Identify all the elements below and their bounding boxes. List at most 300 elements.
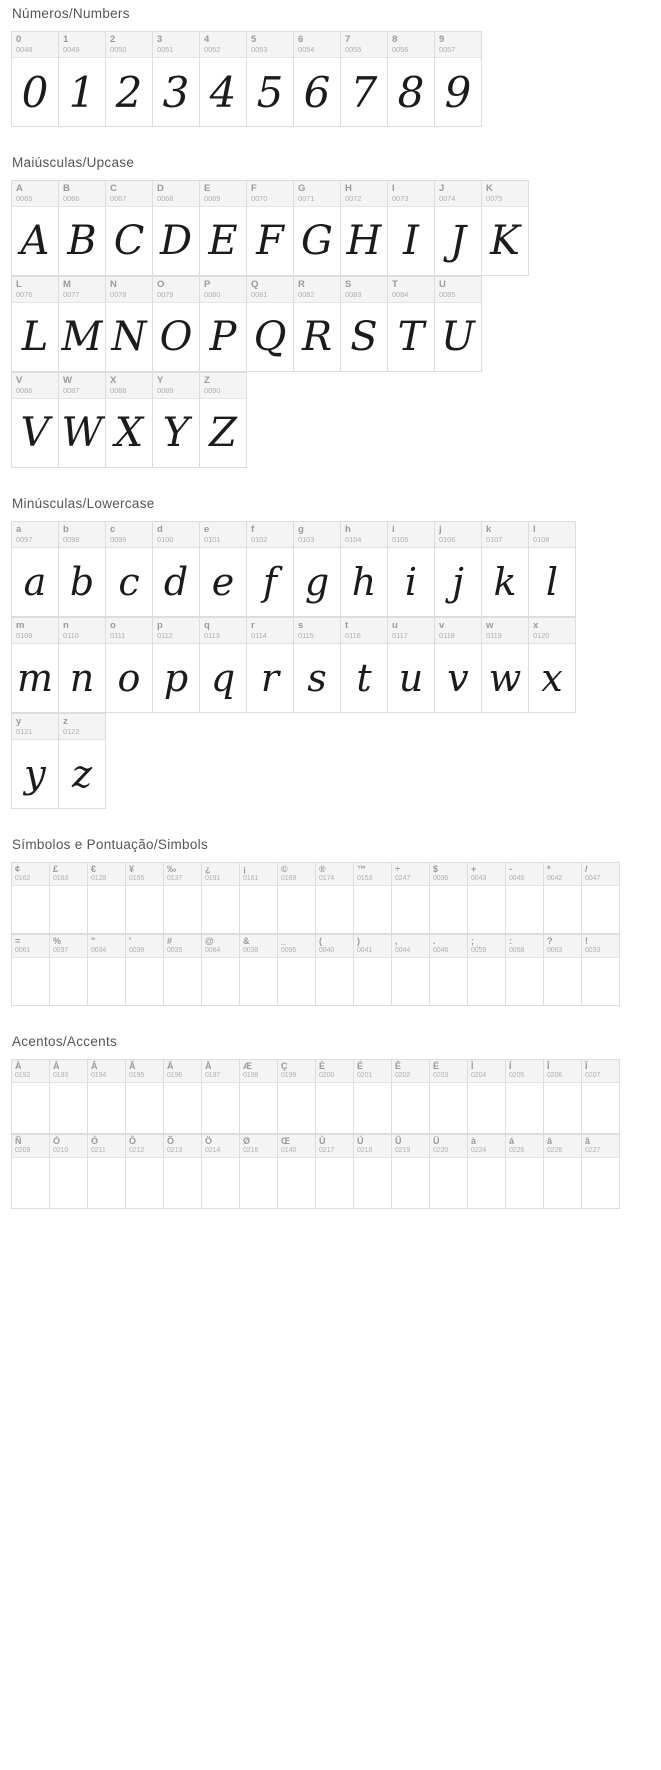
glyph-header [278,1060,315,1083]
glyph-cell[interactable] [106,276,153,372]
glyph-code-label: 0104 [345,535,362,544]
glyph-cell[interactable] [12,934,50,1006]
section-title: Números/Numbers [12,6,130,21]
glyph-cell[interactable] [200,31,247,127]
glyph-cell[interactable] [354,1059,392,1134]
glyph-cell[interactable] [506,862,544,934]
glyph-preview [582,1158,619,1208]
glyph-code-label: 0058 [509,947,525,954]
glyph-char-label: £ [53,864,59,874]
glyph-cell[interactable] [430,862,468,934]
glyph-cell[interactable] [88,1134,126,1209]
glyph-cell[interactable] [106,31,153,127]
glyph-char-label: ¢ [15,864,21,874]
glyph-cell[interactable] [247,276,294,372]
glyph-header [430,863,467,886]
glyph-code-label: 0114 [251,631,267,640]
glyph-cell[interactable] [468,1059,506,1134]
glyph-cell[interactable] [126,1134,164,1209]
glyph-char-label: X [110,375,117,386]
glyph-preview [506,958,543,1005]
glyph-code-label: 0082 [298,290,315,299]
glyph-preview: F [256,218,284,264]
glyph-cell[interactable] [435,617,482,713]
glyph-char-label: á [509,1136,515,1146]
section-title: Minúsculas/Lowercase [12,496,155,511]
glyph-code-label: 0115 [298,631,314,640]
glyph-cell[interactable] [582,1059,620,1134]
glyph-header [482,618,528,644]
glyph-char-label: O [157,279,165,290]
glyph-header [430,1135,467,1158]
glyph-code-label: 0078 [110,290,127,299]
glyph-code-label: 0121 [16,727,33,736]
glyph-cell[interactable] [247,617,294,713]
glyph-cell[interactable] [50,1134,88,1209]
glyph-code-label: 0079 [157,290,174,299]
glyph-preview: Z [209,410,237,456]
glyph-cell[interactable] [200,617,247,713]
glyph-cell[interactable] [278,1134,316,1209]
glyph-code-label: 0045 [509,875,525,882]
glyph-cell[interactable] [240,1059,278,1134]
glyph-code-label: 0066 [63,194,80,203]
glyph-cell[interactable] [294,521,341,617]
glyph-cell[interactable] [506,1134,544,1209]
glyph-preview [88,1158,125,1208]
glyph-preview [354,886,391,933]
glyph-char-label: I [392,183,395,194]
glyph-code-label: 0095 [281,947,297,954]
glyph-header [582,1135,619,1158]
glyph-cell[interactable] [435,180,482,276]
glyph-cell[interactable] [247,180,294,276]
glyph-preview [278,1083,315,1133]
glyph-cell[interactable] [12,521,59,617]
glyph-cell[interactable] [294,31,341,127]
glyph-cell[interactable] [388,276,435,372]
glyph-char-label: i [392,524,395,535]
glyph-cell[interactable] [392,1134,430,1209]
glyph-char-label: $ [433,864,439,874]
glyph-cell[interactable] [294,276,341,372]
glyph-preview [392,886,429,933]
glyph-char-label: Á [53,1061,60,1071]
glyph-cell[interactable] [202,934,240,1006]
glyph-cell[interactable] [341,276,388,372]
glyph-cell[interactable] [294,180,341,276]
glyph-cell[interactable] [544,1059,582,1134]
glyph-cell[interactable] [582,862,620,934]
glyph-header [202,1135,239,1158]
glyph-header [388,618,434,644]
glyph-header [354,863,391,886]
glyph-cell[interactable] [59,180,106,276]
glyph-code-label: 0201 [357,1072,373,1079]
glyph-cell[interactable] [59,617,106,713]
glyph-header [354,1135,391,1158]
glyph-cell[interactable] [88,934,126,1006]
glyph-preview: z [71,752,93,796]
glyph-char-label: K [486,183,493,194]
glyph-header [430,935,467,958]
glyph-cell[interactable] [435,521,482,617]
glyph-cell[interactable] [126,1059,164,1134]
glyph-cell[interactable] [88,862,126,934]
glyph-cell[interactable] [153,180,200,276]
glyph-preview [164,886,201,933]
glyph-char-label: ' [129,936,132,946]
glyph-header [12,277,58,303]
glyph-cell[interactable] [240,1134,278,1209]
glyph-section-lowercase [0,490,661,809]
glyph-cell[interactable] [126,862,164,934]
glyph-header [506,935,543,958]
glyph-cell[interactable] [106,521,153,617]
glyph-header [341,32,387,58]
glyph-char-label: Ü [433,1136,440,1146]
glyph-cell[interactable] [153,276,200,372]
glyph-cell[interactable] [12,372,59,468]
glyph-code-label: 0107 [486,535,503,544]
glyph-code-label: 0199 [281,1072,297,1079]
glyph-char-label: # [167,936,173,946]
glyph-cell[interactable] [341,180,388,276]
glyph-preview: K [490,218,520,264]
glyph-cell[interactable] [468,1134,506,1209]
glyph-code-label: 0071 [298,194,315,203]
glyph-char-label: y [16,716,22,727]
glyph-cell[interactable] [50,934,88,1006]
glyph-cell[interactable] [316,862,354,934]
glyph-cell[interactable] [164,934,202,1006]
glyph-cell[interactable] [435,276,482,372]
glyph-char-label: x [533,620,539,631]
glyph-cell[interactable] [240,862,278,934]
glyph-char-label: D [157,183,164,194]
glyph-char-label: h [345,524,351,535]
glyph-preview [354,1158,391,1208]
glyph-char-label: 5 [251,34,257,45]
glyph-cell[interactable] [12,713,59,809]
glyph-cell[interactable] [164,1134,202,1209]
glyph-code-label: 0119 [486,631,502,640]
glyph-preview [582,886,619,933]
glyph-header [12,1135,49,1158]
glyph-preview: t [356,656,372,700]
glyph-cell[interactable] [240,934,278,1006]
glyph-cell[interactable] [12,1134,50,1209]
glyph-char-label: T [392,279,398,290]
glyph-cell[interactable] [200,372,247,468]
glyph-char-label: S [345,279,352,290]
glyph-code-label: 0067 [110,194,127,203]
glyph-char-label: F [251,183,257,194]
glyph-cell[interactable] [164,1059,202,1134]
glyph-preview: N [111,314,147,360]
glyph-code-label: 0200 [319,1072,335,1079]
glyph-header [392,1060,429,1083]
glyph-cell[interactable] [529,521,576,617]
glyph-cell[interactable] [12,862,50,934]
glyph-cell[interactable] [153,31,200,127]
glyph-code-label: 0073 [392,194,409,203]
glyph-char-label: Å [205,1061,212,1071]
glyph-preview [202,1083,239,1133]
glyph-cell[interactable] [200,180,247,276]
glyph-cell[interactable] [482,617,529,713]
glyph-cell[interactable] [200,521,247,617]
glyph-char-label: à [471,1136,477,1146]
glyph-char-label: z [63,716,68,727]
glyph-cell[interactable] [430,934,468,1006]
glyph-header [388,32,434,58]
glyph-cell[interactable] [59,713,106,809]
glyph-char-label: ( [319,936,322,946]
glyph-code-label: 0116 [345,631,361,640]
glyph-header [341,277,387,303]
glyph-code-label: 0212 [129,1147,145,1154]
glyph-header [316,1060,353,1083]
glyph-cell[interactable] [482,521,529,617]
glyph-cell[interactable] [316,1134,354,1209]
glyph-cell[interactable] [50,1059,88,1134]
glyph-char-label: 3 [157,34,163,45]
glyph-cell[interactable] [388,521,435,617]
glyph-cell[interactable] [278,862,316,934]
glyph-cell[interactable] [430,1134,468,1209]
glyph-header [341,181,387,207]
glyph-code-label: 0153 [357,875,373,882]
glyph-char-label: Ï [585,1061,588,1071]
glyph-header [468,863,505,886]
glyph-code-label: 0216 [243,1147,259,1154]
glyph-cell[interactable] [153,372,200,468]
glyph-cell[interactable] [12,617,59,713]
glyph-cell[interactable] [582,1134,620,1209]
glyph-char-label: Æ [243,1061,252,1071]
glyph-header [240,935,277,958]
glyph-header [435,32,481,58]
glyph-code-label: 0047 [585,875,601,882]
glyph-header [506,863,543,886]
glyph-char-label: e [204,524,210,535]
glyph-preview: v [447,656,469,700]
glyph-preview: n [69,656,95,700]
glyph-cell[interactable] [88,1059,126,1134]
glyph-header [294,277,340,303]
glyph-preview: i [404,560,418,604]
glyph-code-label: 0203 [433,1072,449,1079]
glyph-cell[interactable] [247,521,294,617]
glyph-cell[interactable] [12,180,59,276]
glyph-cell[interactable] [59,31,106,127]
glyph-cell[interactable] [506,1059,544,1134]
glyph-cell[interactable] [582,934,620,1006]
glyph-cell[interactable] [482,180,529,276]
glyph-cell[interactable] [202,1134,240,1209]
glyph-preview: R [301,314,333,360]
glyph-preview [202,886,239,933]
glyph-preview [392,958,429,1005]
glyph-char-label: ) [357,936,360,946]
glyph-cell[interactable] [202,862,240,934]
glyph-cell[interactable] [50,862,88,934]
glyph-char-label: % [53,936,62,946]
glyph-cell[interactable] [354,1134,392,1209]
glyph-char-label: g [298,524,304,535]
glyph-code-label: 0068 [157,194,174,203]
glyph-char-label: ¥ [129,864,135,874]
glyph-code-label: 0086 [16,386,33,395]
glyph-code-label: 0036 [433,875,449,882]
glyph-cell[interactable] [316,1059,354,1134]
glyph-code-label: 0219 [395,1147,411,1154]
glyph-char-label: Œ [281,1136,290,1146]
glyph-cell[interactable] [392,1059,430,1134]
glyph-header [106,373,152,399]
glyph-char-label: _ [281,936,287,946]
glyph-cell[interactable] [126,934,164,1006]
glyph-cell[interactable] [544,934,582,1006]
glyph-header [12,714,58,740]
glyph-code-label: 0059 [471,947,487,954]
glyph-char-label: Ê [395,1061,402,1071]
glyph-header [202,1060,239,1083]
glyph-cell[interactable] [12,1059,50,1134]
glyph-preview [240,1158,277,1208]
glyph-cell[interactable] [430,1059,468,1134]
glyph-cell[interactable] [392,862,430,934]
glyph-cell[interactable] [153,521,200,617]
glyph-cell[interactable] [202,1059,240,1134]
glyph-code-label: 0069 [204,194,221,203]
glyph-cell[interactable] [59,521,106,617]
glyph-cell[interactable] [153,617,200,713]
glyph-cell[interactable] [435,31,482,127]
glyph-cell[interactable] [12,276,59,372]
glyph-cell[interactable] [247,31,294,127]
glyph-cell[interactable] [388,31,435,127]
glyph-header [88,863,125,886]
glyph-cell[interactable] [392,934,430,1006]
glyph-preview: J [449,218,467,264]
glyph-preview [12,1158,49,1208]
glyph-preview [354,958,391,1005]
glyph-preview [164,1083,201,1133]
glyph-preview: C [113,218,145,264]
glyph-char-label: ã [585,1136,591,1146]
glyph-header [59,373,105,399]
glyph-header [506,1060,543,1083]
glyph-cell[interactable] [12,31,59,127]
glyph-header [544,935,581,958]
glyph-header [126,863,163,886]
glyph-preview [544,886,581,933]
glyph-preview: G [301,218,333,264]
glyph-header [388,181,434,207]
glyph-cell[interactable] [106,372,153,468]
glyph-preview: E [208,218,238,264]
glyph-cell[interactable] [106,617,153,713]
glyph-header [544,1135,581,1158]
glyph-header [278,1135,315,1158]
glyph-code-label: 0084 [392,290,409,299]
glyph-char-label: Q [251,279,259,290]
glyph-cell[interactable] [544,1134,582,1209]
glyph-preview [468,1083,505,1133]
glyph-code-label: 0113 [204,631,220,640]
glyph-cell[interactable] [294,617,341,713]
glyph-cell[interactable] [316,934,354,1006]
glyph-cell[interactable] [341,31,388,127]
glyph-char-label: â [547,1136,553,1146]
glyph-cell[interactable] [106,180,153,276]
glyph-preview [278,886,315,933]
glyph-code-label: 0197 [205,1072,221,1079]
glyph-preview: Y [162,410,190,456]
glyph-preview [240,958,277,1005]
glyph-header [12,181,58,207]
glyph-code-label: 0106 [439,535,456,544]
glyph-char-label: k [486,524,492,535]
glyph-header [50,935,87,958]
glyph-cell[interactable] [200,276,247,372]
glyph-char-label: . [433,936,436,946]
glyph-cell[interactable] [278,1059,316,1134]
glyph-char-label: r [251,620,255,631]
glyph-char-label: Ë [433,1061,440,1071]
glyph-grid [11,180,661,468]
glyph-cell[interactable] [388,617,435,713]
glyph-preview [278,958,315,1005]
glyph-char-label: l [533,524,536,535]
glyph-preview [506,886,543,933]
glyph-cell[interactable] [278,934,316,1006]
glyph-section-uppercase [0,149,661,468]
glyph-preview: 6 [303,67,331,117]
glyph-cell[interactable] [59,372,106,468]
glyph-char-label: 1 [63,34,69,45]
glyph-char-label: Ó [91,1136,99,1146]
glyph-preview [316,958,353,1005]
glyph-header [468,1060,505,1083]
glyph-preview: p [163,656,189,700]
glyph-cell[interactable] [468,934,506,1006]
glyph-code-label: 0089 [157,386,174,395]
glyph-cell[interactable] [341,617,388,713]
glyph-preview: 1 [68,67,96,117]
glyph-header [468,1135,505,1158]
glyph-cell[interactable] [529,617,576,713]
glyph-cell[interactable] [59,276,106,372]
glyph-cell[interactable] [164,862,202,934]
glyph-cell[interactable] [506,934,544,1006]
glyph-code-label: 0198 [243,1072,259,1079]
glyph-code-label: 0108 [533,535,550,544]
glyph-cell[interactable] [354,862,392,934]
glyph-preview [126,958,163,1005]
glyph-cell[interactable] [341,521,388,617]
glyph-cell[interactable] [354,934,392,1006]
glyph-code-label: 0140 [281,1147,297,1154]
glyph-cell[interactable] [544,862,582,934]
glyph-char-label: € [91,864,97,874]
glyph-preview [50,1158,87,1208]
glyph-cell[interactable] [468,862,506,934]
glyph-cell[interactable] [388,180,435,276]
glyph-char-label: ‰ [167,864,176,874]
